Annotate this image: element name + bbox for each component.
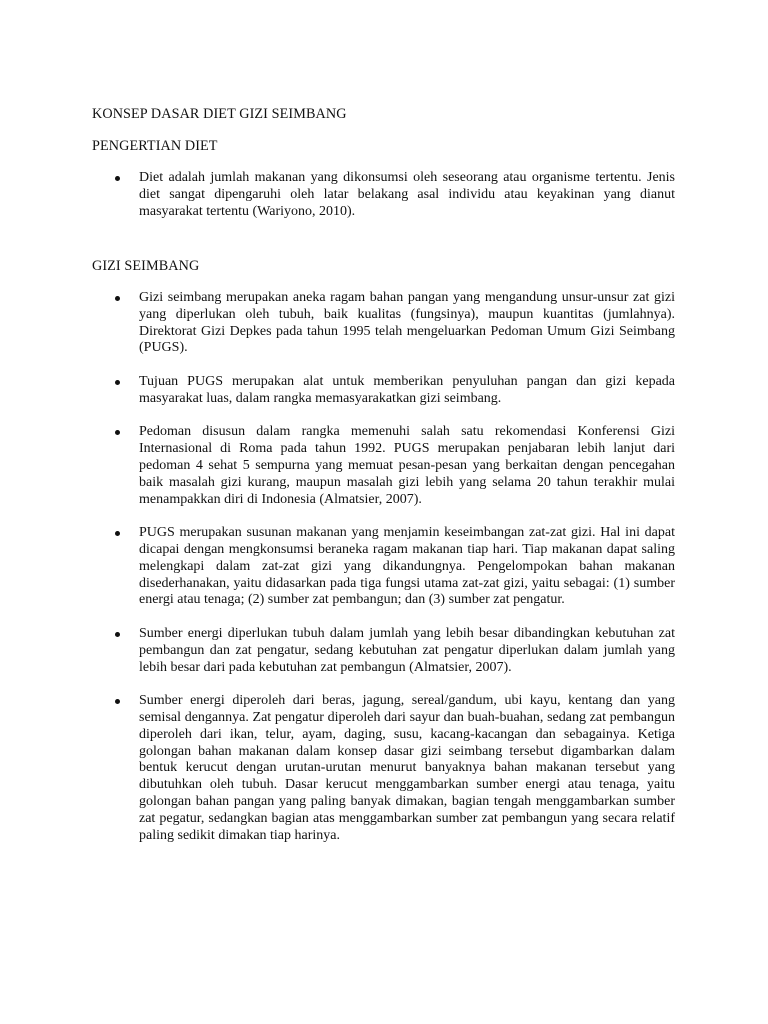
list-item (0, 525, 675, 609)
bullet-icon (115, 430, 120, 435)
list-item-text: Pedoman disusun dalam rangka memenuhi salah satu rekomendasi Konferensi Gizi Internasional di Roma pada tahun 1992. PUGS merupakan penjabaran lebih lanjut dari pedoman 4 sehat 5 sempurna yang memuat pesan-pesan yang berkaitan dengan pencegahan baik masalah gizi kurang, maupun masalah gizi lebih yang selama 20 tahun terakhir mulai menampakkan diri di Indonesia (Almatsier, 2007). (139, 424, 675, 507)
bullet-icon (115, 632, 120, 637)
bullet-icon (115, 380, 120, 385)
document-title: KONSEP DASAR DIET GIZI SEIMBANG (92, 106, 347, 122)
list-item (0, 290, 675, 357)
list-item (0, 693, 675, 844)
list-item-text: PUGS merupakan susunan makanan yang menjamin keseimbangan zat-zat gizi. Hal ini dapat dicapai dengan mengkonsumsi beraneka ragam makanan tiap hari. Tiap makanan dapat saling melengkapi dalam zat-zat gizi yang dikandungnya. Pengelompokan bahan makanan disederhanakan, yaitu didasarkan pada tiga fungsi utama zat-zat gizi, yaitu sebagai: (1) sumber energi atau tenaga; (2) sumber zat pembangun; dan (3) sumber zat pengatur. (139, 525, 675, 608)
list-item-text: Tujuan PUGS merupakan alat untuk memberikan penyuluhan pangan dan gizi kepada masyarakat luas, dalam rangka memasyarakatkan gizi seimbang. (139, 373, 675, 406)
list-item-text: Sumber energi diperoleh dari beras, jagung, sereal/gandum, ubi kayu, kentang dan yang semisal dengannya. Zat pengatur diperoleh dari sayur dan buah-buahan, sedang zat pembangun diperoleh dari ikan, telur, ayam, daging, susu, kacang-kacangan dan sebagainya. Ketiga golongan bahan makanan dalam konsep dasar gizi seimbang tersebut digambarkan dalam bentuk kerucut dengan urutan-urutan menurut banyaknya bahan makanan tersebut yang dibutuhkan oleh tubuh. Dasar kerucut menggambarkan sumber energi atau tenaga, yaitu golongan bahan pangan yang paling banyak dimakan, bagian tengah menggambarkan sumber zat pegatur, sedangkan bagian atas menggambarkan sumber zat pembangun yang secara relatif paling sedikit dimakan tiap harinya. (139, 693, 675, 843)
bullet-icon (115, 176, 120, 181)
bullet-list-gizi-seimbang (0, 290, 768, 861)
list-item (0, 170, 675, 220)
section-heading-gizi-seimbang: GIZI SEIMBANG (92, 258, 200, 274)
list-item (0, 424, 675, 508)
section-heading-pengertian-diet: PENGERTIAN DIET (92, 138, 218, 154)
list-item (0, 626, 675, 676)
list-item (0, 374, 675, 408)
list-item-text: Sumber energi diperlukan tubuh dalam jumlah yang lebih besar dibandingkan kebutuhan zat pembangun dan zat pengatur, sedang kebutuhan zat pengatur diperlukan dalam jumlah yang lebih besar dari pada kebutuhan zat pembangun (Almatsier, 2007). (139, 625, 675, 675)
bullet-icon (115, 699, 120, 704)
list-item-text: Diet adalah jumlah makanan yang dikonsumsi oleh seseorang atau organisme tertentu. Jenis diet sangat dipengaruhi oleh latar belakang asal individu atau keyakinan yang dianut masyarakat tertentu (Wariyono, 2010). (139, 170, 675, 219)
list-item-text: Gizi seimbang merupakan aneka ragam bahan pangan yang mengandung unsur-unsur zat gizi yang diperlukan oleh tubuh, baik kualitas (fungsinya), maupun kuantitas (jumlahnya). Direktorat Gizi Depkes pada tahun 1995 telah mengeluarkan Pedoman Umum Gizi Seimbang (PUGS). (139, 290, 675, 356)
bullet-list-pengertian-diet (0, 170, 768, 237)
bullet-icon (115, 296, 120, 301)
bullet-icon (115, 531, 120, 536)
